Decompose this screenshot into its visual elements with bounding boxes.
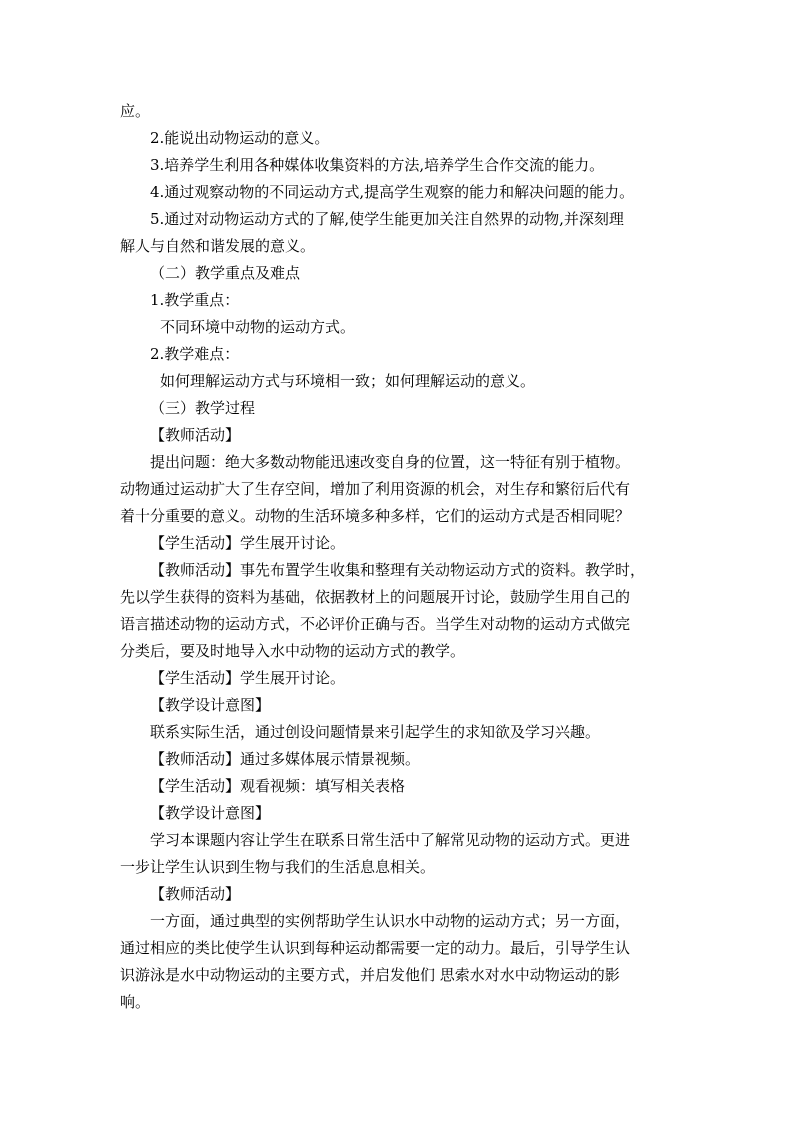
text-line: 联系实际生活，通过创设问题情景来引起学生的求知欲及学习兴趣。 <box>150 723 601 741</box>
activity-label: 【教师活动】 <box>150 885 241 903</box>
text-line: 分类后，要及时地导入水中动物的运动方式的教学。 <box>120 642 466 660</box>
text-line: 通过相应的类比使学生认识到每种运动都需要一定的动力。最后，引导学生认 <box>120 939 631 957</box>
objective-2: 2.能说出动物运动的意义。 <box>150 129 330 147</box>
activity-label: 【教师活动】通过多媒体展示情景视频。 <box>150 750 421 768</box>
text-line: 响。 <box>120 993 151 1011</box>
text-line: 识游泳是水中动物运动的主要方式，并启发他们 思索水对水中动物运动的影 <box>120 966 620 984</box>
text-line: 先以学生获得的资料为基础，依据教材上的问题展开讨论，鼓励学生用自己的 <box>120 588 631 606</box>
subheading: 1.教学重点： <box>150 291 240 309</box>
activity-label: 【教师活动】事先布置学生收集和整理有关动物运动方式的资料。教学时， <box>150 561 646 579</box>
section-heading: （二）教学重点及难点 <box>150 264 301 282</box>
activity-label: 【教师活动】 <box>150 426 241 444</box>
text-line: 一方面，通过典型的实例帮助学生认识水中动物的运动方式；另一方面， <box>150 912 631 930</box>
objective-3: 3.培养学生利用各种媒体收集资料的方法,培养学生合作交流的能力。 <box>150 156 605 174</box>
text-line: 一步让学生认识到生物与我们的生活息息相关。 <box>120 858 436 876</box>
text-line: 如何理解运动方式与环境相一致；如何理解运动的意义。 <box>160 372 536 390</box>
subheading: 2.教学难点： <box>150 345 240 363</box>
text-line: 着十分重要的意义。动物的生活环境多种多样，它们的运动方式是否相同呢？ <box>120 507 631 525</box>
text-line: 应。 <box>120 102 151 120</box>
activity-label: 【教学设计意图】 <box>150 696 271 714</box>
activity-label: 【学生活动】学生展开讨论。 <box>150 534 346 552</box>
text-line: 动物通过运动扩大了生存空间，增加了利用资源的机会，对生存和繁衍后代有 <box>120 480 631 498</box>
section-heading: （三）教学过程 <box>150 399 256 417</box>
activity-label: 【学生活动】学生展开讨论。 <box>150 669 346 687</box>
text-line: 提出问题：绝大多数动物能迅速改变自身的位置，这一特征有别于植物。 <box>150 453 631 471</box>
activity-label: 【学生活动】观看视频：填写相关表格 <box>150 777 406 795</box>
objective-5: 5.通过对动物运动方式的了解,使学生能更加关注自然界的动物,并深刻理 <box>150 210 624 228</box>
objective-4: 4.通过观察动物的不同运动方式,提高学生观察的能力和解决问题的能力。 <box>150 183 635 201</box>
text-line: 语言描述动物的运动方式，不必评价正确与否。当学生对动物的运动方式做完 <box>120 615 631 633</box>
text-line: 不同环境中动物的运动方式。 <box>160 318 356 336</box>
text-line: 学习本课题内容让学生在联系日常生活中了解常见动物的运动方式。更进 <box>150 831 631 849</box>
activity-label: 【教学设计意图】 <box>150 804 271 822</box>
text-line: 解人与自然和谐发展的意义。 <box>120 237 316 255</box>
